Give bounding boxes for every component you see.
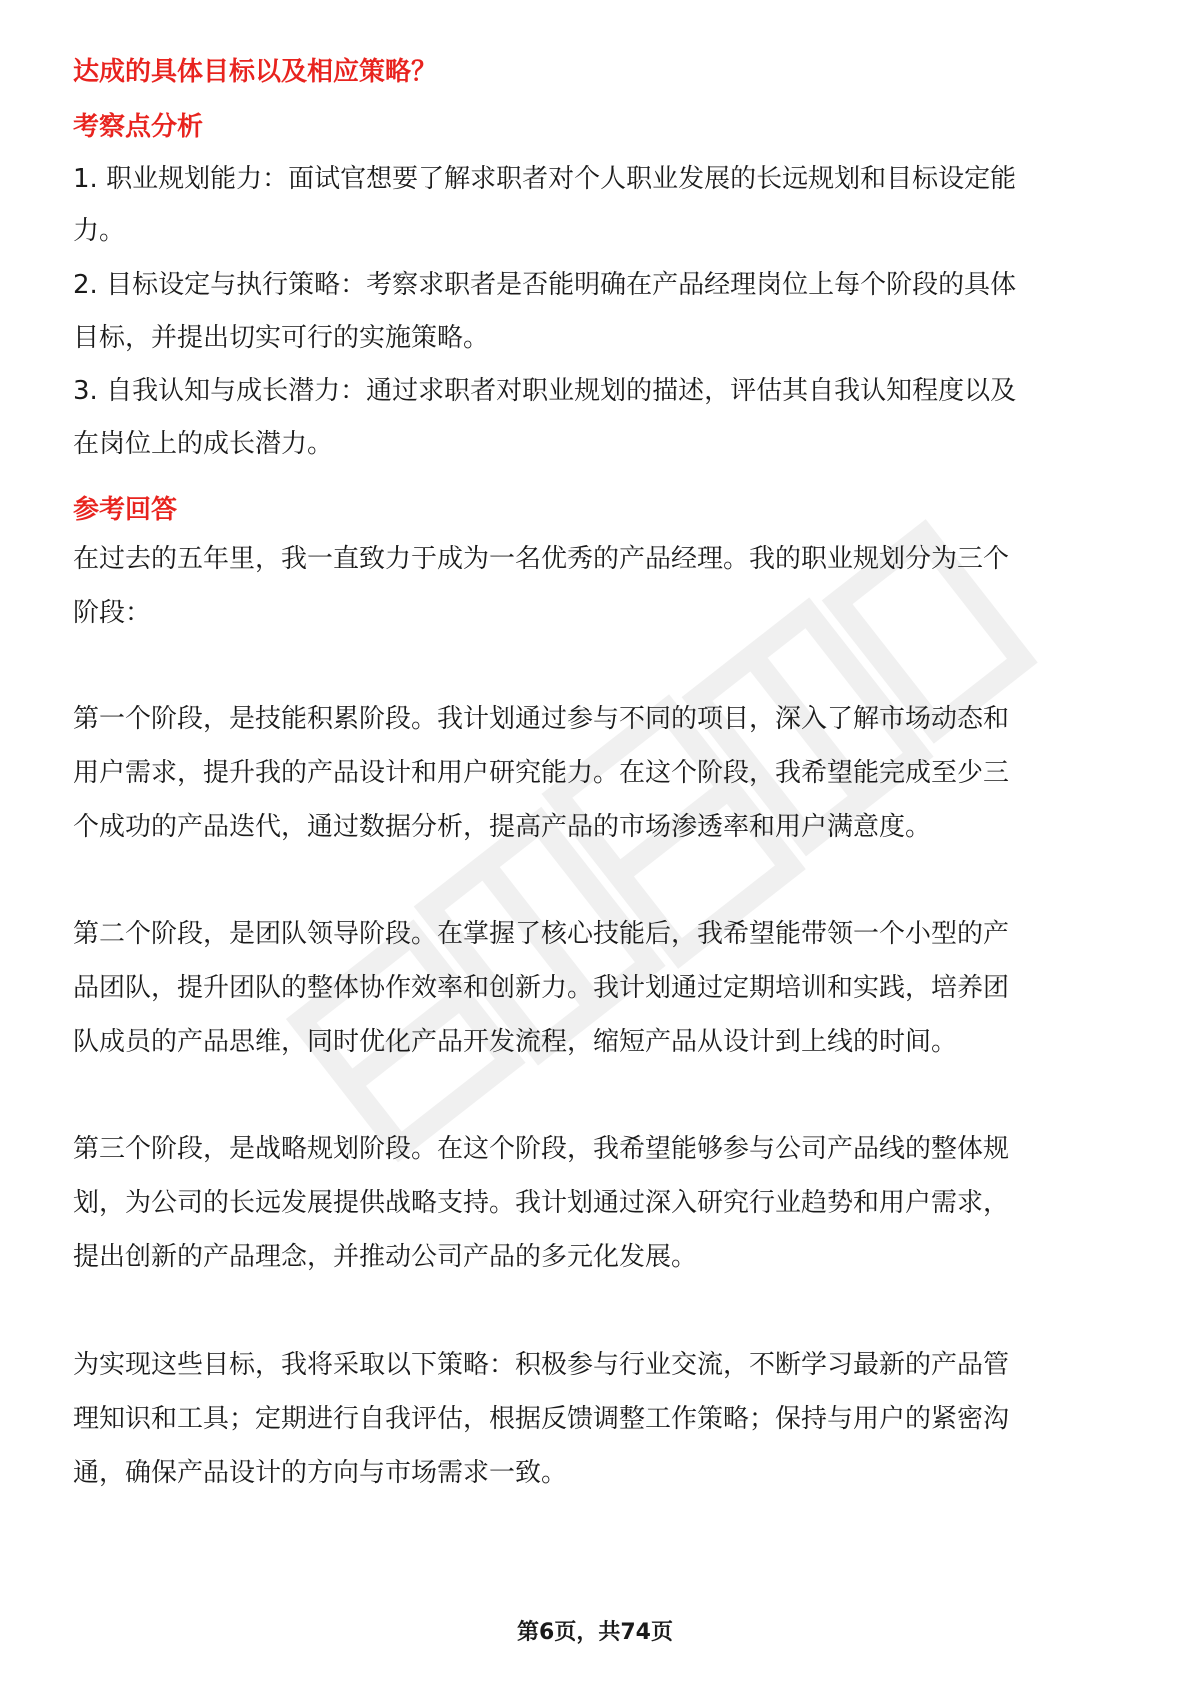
analysis-line: 1. 职业规划能力：面试官想要了解求职者对个人职业发展的长远规划和目标设定能	[73, 164, 1017, 194]
stage2-line: 品团队，提升团队的整体协作效率和创新力。我计划通过定期培训和实践，培养团	[73, 973, 1010, 1003]
analysis-line: 在岗位上的成长潜力。	[73, 429, 334, 459]
analysis-line: 力。	[73, 216, 126, 246]
analysis-line: 3. 自我认知与成长潜力：通过求职者对职业规划的描述，评估其自我认知程度以及	[73, 376, 1017, 406]
page-number: 第6页，共74页	[517, 1620, 673, 1645]
strategy-line: 通，确保产品设计的方向与市场需求一致。	[73, 1458, 568, 1488]
strategy-line: 为实现这些目标，我将采取以下策略：积极参与行业交流，不断学习最新的产品管	[73, 1350, 1010, 1380]
stage3-line: 提出创新的产品理念，并推动公司产品的多元化发展。	[73, 1242, 698, 1272]
stage3-line: 划，为公司的长远发展提供战略支持。我计划通过深入研究行业趋势和用户需求，	[73, 1188, 1010, 1218]
stage2-line: 队成员的产品思维，同时优化产品开发流程，缩短产品从设计到上线的时间。	[73, 1027, 958, 1057]
analysis-line: 2. 目标设定与执行策略：考察求职者是否能明确在产品经理岗位上每个阶段的具体	[73, 270, 1017, 300]
stage2-line: 第二个阶段，是团队领导阶段。在掌握了核心技能后，我希望能带领一个小型的产	[73, 919, 1010, 949]
stage1-line: 第一个阶段，是技能积累阶段。我计划通过参与不同的项目，深入了解市场动态和	[73, 704, 1010, 734]
answer-intro-line: 阶段：	[73, 598, 152, 628]
strategy-line: 理知识和工具；定期进行自我评估，根据反馈调整工作策略；保持与用户的紧密沟	[73, 1404, 1010, 1434]
question-tail: 达成的具体目标以及相应策略？	[73, 57, 438, 87]
analysis-heading: 考察点分析	[73, 112, 204, 142]
stage1-line: 用户需求，提升我的产品设计和用户研究能力。在这个阶段，我希望能完成至少三	[73, 758, 1010, 788]
analysis-line: 目标，并提出切实可行的实施策略。	[73, 323, 490, 353]
stage3-line: 第三个阶段，是战略规划阶段。在这个阶段，我希望能够参与公司产品线的整体规	[73, 1134, 1010, 1164]
answer-intro-line: 在过去的五年里，我一直致力于成为一名优秀的产品经理。我的职业规划分为三个	[73, 544, 1010, 574]
stage1-line: 个成功的产品迭代，通过数据分析，提高产品的市场渗透率和用户满意度。	[73, 812, 932, 842]
answer-heading: 参考回答	[73, 495, 178, 525]
